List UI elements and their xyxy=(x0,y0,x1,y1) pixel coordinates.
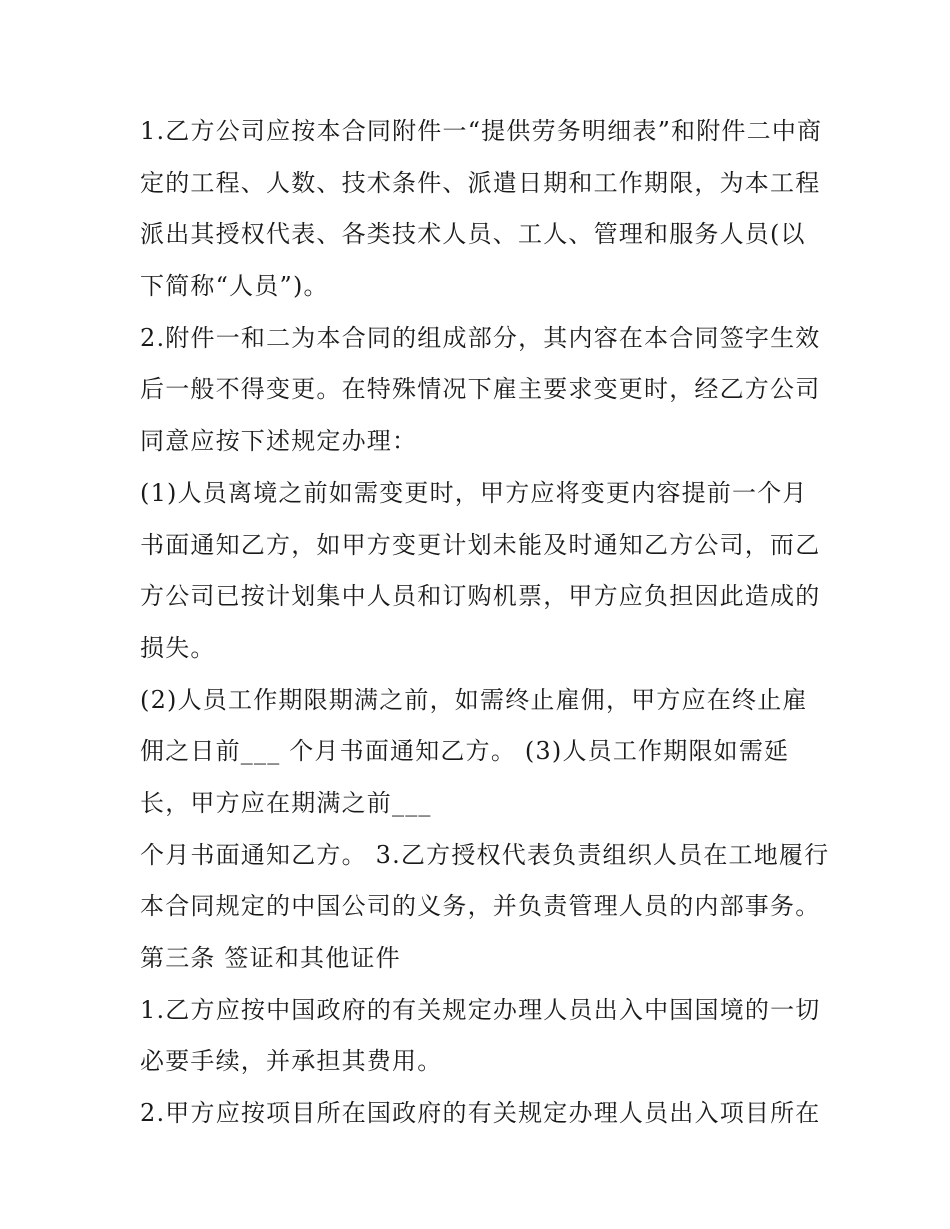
contract-text-body xyxy=(140,106,830,1140)
text-line: (2)人员工作期限期满之前，如需终止雇佣，甲方应在终止雇 xyxy=(140,685,808,714)
text-line: 1.乙方公司应按本合同附件一“提供劳务明细表”和附件二中商 xyxy=(140,117,823,145)
text-line: 定的工程、人数、技术条件、派遣日期和工作期限，为本工程 xyxy=(140,168,821,197)
text-line: 后一般不得变更。在特殊情况下雇主要求变更时，经乙方公司 xyxy=(140,375,821,404)
text-line: 1.乙方应按中国政府的有关规定办理人员出入中国国境的一切 xyxy=(140,995,821,1024)
text-line: 损失。 xyxy=(140,633,216,662)
text-line: 同意应按下述规定办理： xyxy=(140,427,418,456)
text-line: 长，甲方应在期满之前___ xyxy=(140,788,432,817)
text-line: 必要手续，并承担其费用。 xyxy=(140,1047,443,1076)
section-heading: 第三条 签证和其他证件 xyxy=(140,944,401,972)
text-line: 方公司已按计划集中人员和订购机票，甲方应负担因此造成的 xyxy=(140,582,821,611)
text-line: 本合同规定的中国公司的义务，并负责管理人员的内部事务。 xyxy=(140,892,821,921)
text-line: 2.附件一和二为本合同的组成部分，其内容在本合同签字生效 xyxy=(140,323,821,352)
text-line: 佣之日前___ 个月书面通知乙方。 (3)人员工作期限如需延 xyxy=(140,737,790,766)
text-line: 派出其授权代表、各类技术人员、工人、管理和服务人员(以 xyxy=(140,220,806,249)
text-line: 书面通知乙方，如甲方变更计划未能及时通知乙方公司，而乙 xyxy=(140,530,821,559)
text-line: 下简称“人员”)。 xyxy=(140,272,329,301)
text-line: (1)人员离境之前如需变更时，甲方应将变更内容提前一个月 xyxy=(140,478,808,507)
text-line: 个月书面通知乙方。 3.乙方授权代表负责组织人员在工地履行 xyxy=(140,840,830,869)
text-line: 2.甲方应按项目所在国政府的有关规定办理人员出入项目所在 xyxy=(140,1099,821,1128)
